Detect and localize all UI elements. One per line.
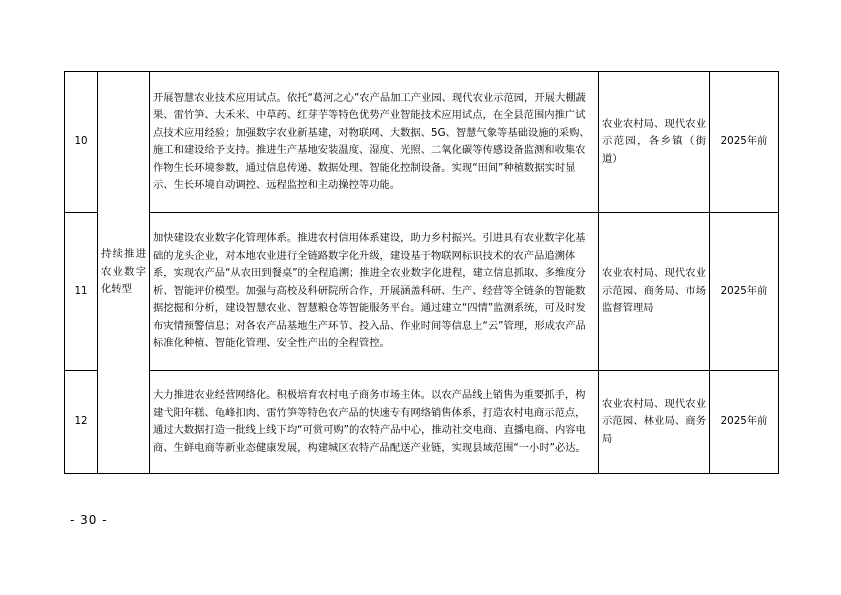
table-row bbox=[65, 72, 779, 213]
deadline: 2025年前 bbox=[710, 371, 779, 474]
row-number: 10 bbox=[65, 72, 98, 213]
deadline: 2025年前 bbox=[710, 213, 779, 371]
task-content: 大力推进农业经营网络化。积极培育农村电子商务市场主体。以农产品线上销售为重要抓手，构建弋阳年糕、龟峰扣肉、雷竹笋等特色农产品的快速专有网络销售体系，打造农村电商示范点，通过大数据打造一批线上线下均“可赏可购”的农特产品中心，推动社交电商、直播电商、内容电商、生鲜电商等新业态健康发展，构建城区农特产品配送产业链，实现县域范围“一小时”必达。 bbox=[150, 371, 599, 474]
row-number: 12 bbox=[65, 371, 98, 474]
table-row bbox=[65, 213, 779, 371]
task-content: 开展智慧农业技术应用试点。依托“葛河之心”农产品加工产业园、现代农业示范园，开展大棚蔬果、雷竹笋、大禾米、中草药、红芽芋等特色优势产业智能技术应用试点，在全县范围内推广试点技术应用经验；加强数字农业新基建，对物联网、大数据、5G、智慧气象等基础设施的采购、施工和建设给予支持。推进生产基地安装温度、湿度、光照、二氧化碳等传感设备监测和收集农作物生长环境参数，通过信息传递、数据处理、智能化控制设备。实现“田间”种植数据实时显示、生长环境自动调控、远程监控和主动操控等功能。 bbox=[150, 72, 599, 213]
category-cell: 持续推进农业数字化转型 bbox=[98, 72, 150, 474]
action-plan-table bbox=[64, 71, 779, 474]
responsible-departments: 农业农村局、现代农业示范园、林业局、商务局 bbox=[599, 371, 710, 474]
responsible-departments: 农业农村局、现代农业示范园、商务局、市场监督管理局 bbox=[599, 213, 710, 371]
page-number: - 30 - bbox=[70, 513, 108, 527]
responsible-departments: 农业农村局、现代农业示范园，各乡镇（街道） bbox=[599, 72, 710, 213]
table-row bbox=[65, 371, 779, 474]
deadline: 2025年前 bbox=[710, 72, 779, 213]
row-number: 11 bbox=[65, 213, 98, 371]
task-content: 加快建设农业数字化管理体系。推进农村信用体系建设，助力乡村振兴。引进具有农业数字化基础的龙头企业，对本地农业进行全链路数字化升级，建设基于物联网标识技术的农产品追溯体系，实现农产品“从农田到餐桌”的全程追溯；推进全农业数字化进程，建立信息抓取、多维度分析、智能评价模型。加强与高校及科研院所合作，开展涵盖科研、生产、经营等全链条的智能数据挖掘和分析，建设智慧农业、智慧粮仓等智能服务平台。通过建立“四情”监测系统，可及时发布灾情预警信息；对各农产品基地生产环节、投入品、作业时间等信息上“云”管理，形成农产品标准化种植、智能化管理、安全性产出的全程管控。 bbox=[150, 213, 599, 371]
